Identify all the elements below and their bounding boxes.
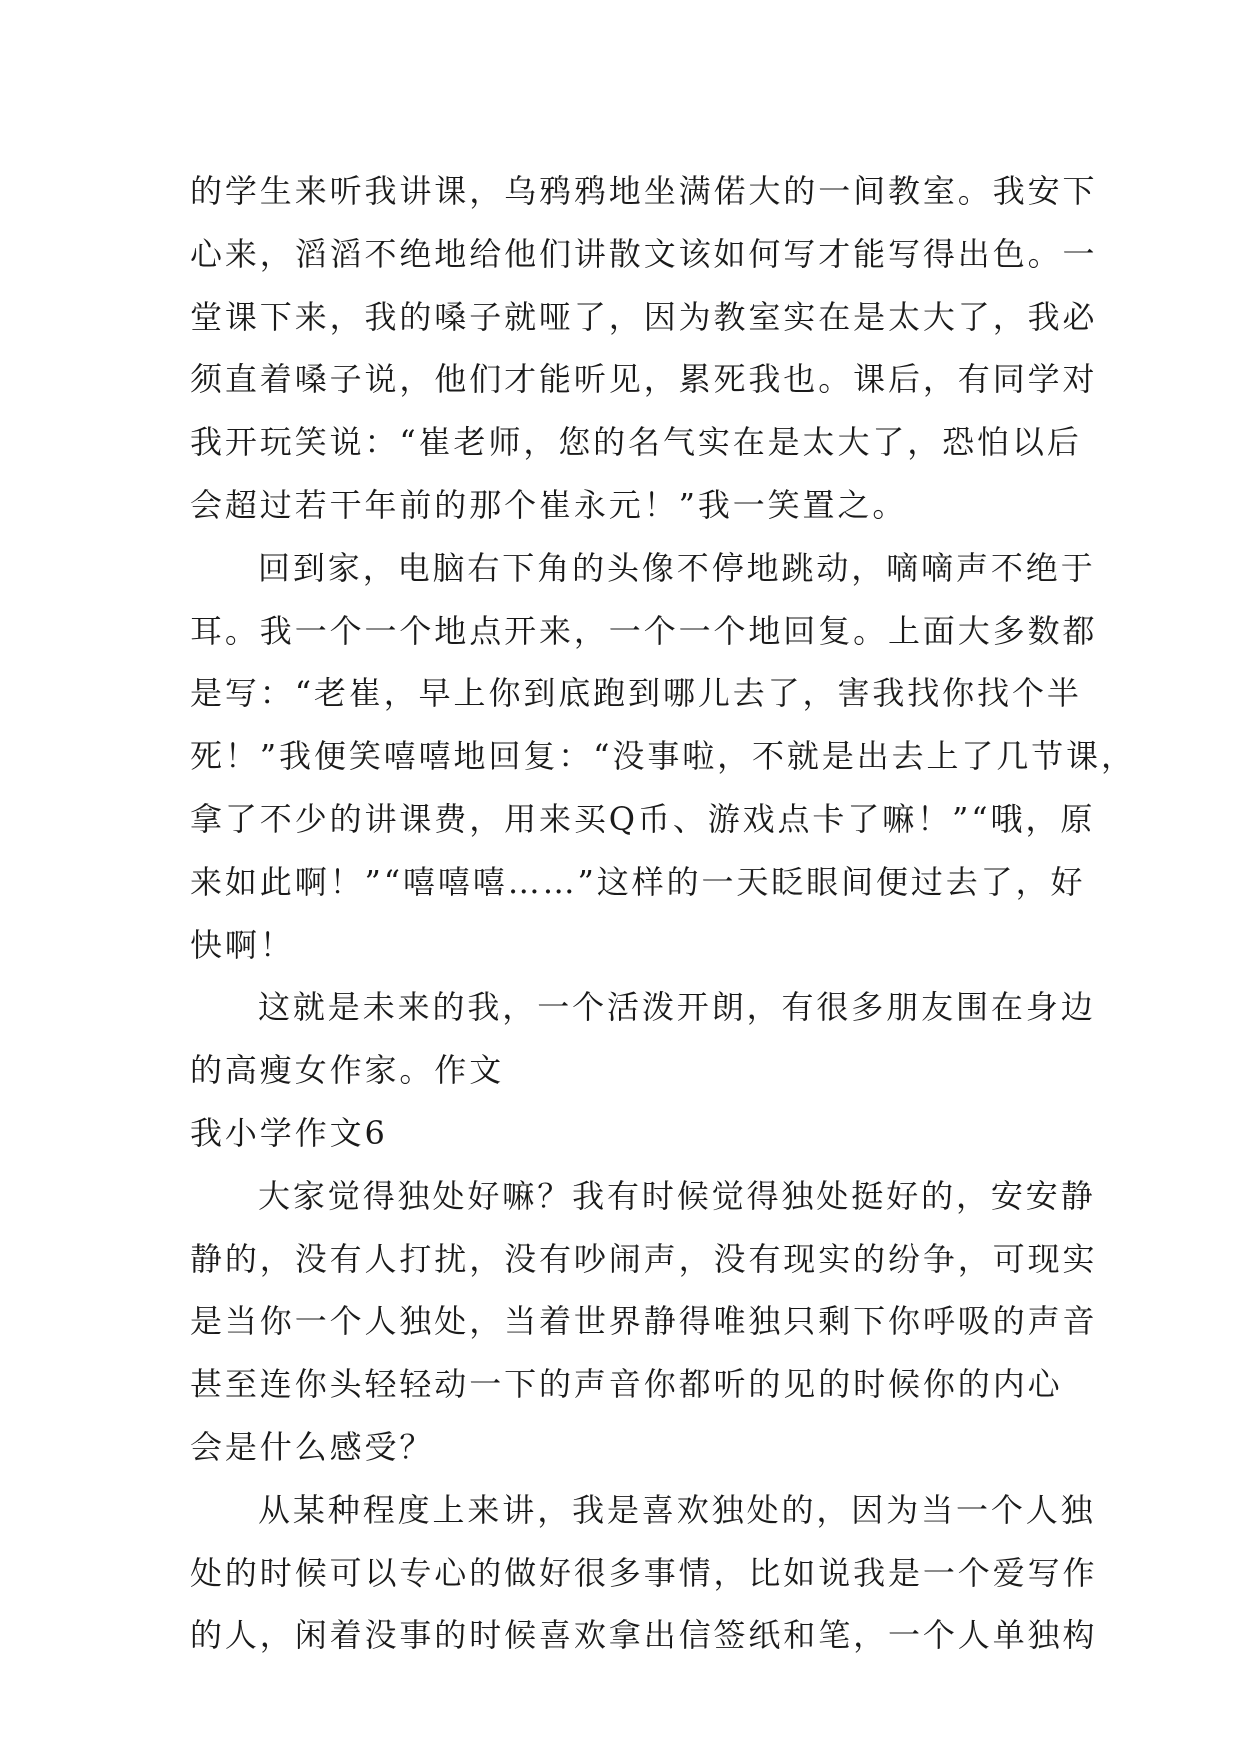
text-line: 会是什么感受？	[190, 1427, 435, 1466]
text-line: 心来，滔滔不绝地给他们讲散文该如何写才能写得出色。一	[190, 234, 1098, 273]
paragraph-start-line: 大家觉得独处好嘛？我有时候觉得独处挺好的，安安静	[258, 1176, 1096, 1215]
text-line: 静的，没有人打扰，没有吵闹声，没有现实的纷争，可现实	[190, 1239, 1098, 1278]
text-line: 耳。我一个一个地点开来，一个一个地回复。上面大多数都	[190, 611, 1098, 650]
text-line: 快啊！	[190, 925, 295, 964]
text-line: 的高瘦女作家。作文	[190, 1051, 505, 1090]
section-heading: 我小学作文6	[190, 1113, 388, 1152]
text-line: 会超过若干年前的那个崔永元！”我一笑置之。	[190, 485, 908, 524]
text-line: 拿了不少的讲课费，用来买Q币、游戏点卡了嘛！”“哦，原	[190, 799, 1096, 838]
text-line: 死！”我便笑嘻嘻地回复：“没事啦，不就是出去上了几节课，	[190, 737, 1136, 776]
text-line: 须直着嗓子说，他们才能听见，累死我也。课后，有同学对	[190, 360, 1098, 399]
text-line: 的学生来听我讲课，乌鸦鸦地坐满偌大的一间教室。我安下	[190, 172, 1098, 210]
paragraph-start-line: 回到家，电脑右下角的头像不停地跳动，嘀嘀声不绝于	[258, 548, 1096, 587]
text-line: 来如此啊！”“嘻嘻嘻……”这样的一天眨眼间便过去了，好	[190, 862, 1086, 901]
text-line: 堂课下来，我的嗓子就哑了，因为教室实在是太大了，我必	[190, 297, 1098, 336]
text-line: 的人，闲着没事的时候喜欢拿出信签纸和笔，一个人单独构	[190, 1616, 1098, 1655]
text-line: 我开玩笑说：“崔老师，您的名气实在是太大了，恐怕以后	[190, 423, 1082, 462]
paragraph-start-line: 从某种程度上来讲，我是喜欢独处的，因为当一个人独	[258, 1490, 1096, 1529]
essay-text	[190, 160, 1136, 1667]
text-line: 是写：“老崔，早上你到底跑到哪儿去了，害我找你找个半	[190, 674, 1082, 713]
text-line: 处的时候可以专心的做好很多事情，比如说我是一个爱写作	[190, 1553, 1098, 1592]
text-line: 是当你一个人独处，当着世界静得唯独只剩下你呼吸的声音	[190, 1302, 1098, 1341]
text-line: 甚至连你头轻轻动一下的声音你都听的见的时候你的内心	[190, 1365, 1063, 1404]
paragraph-start-line: 这就是未来的我，一个活泼开朗，有很多朋友围在身边	[258, 988, 1096, 1027]
